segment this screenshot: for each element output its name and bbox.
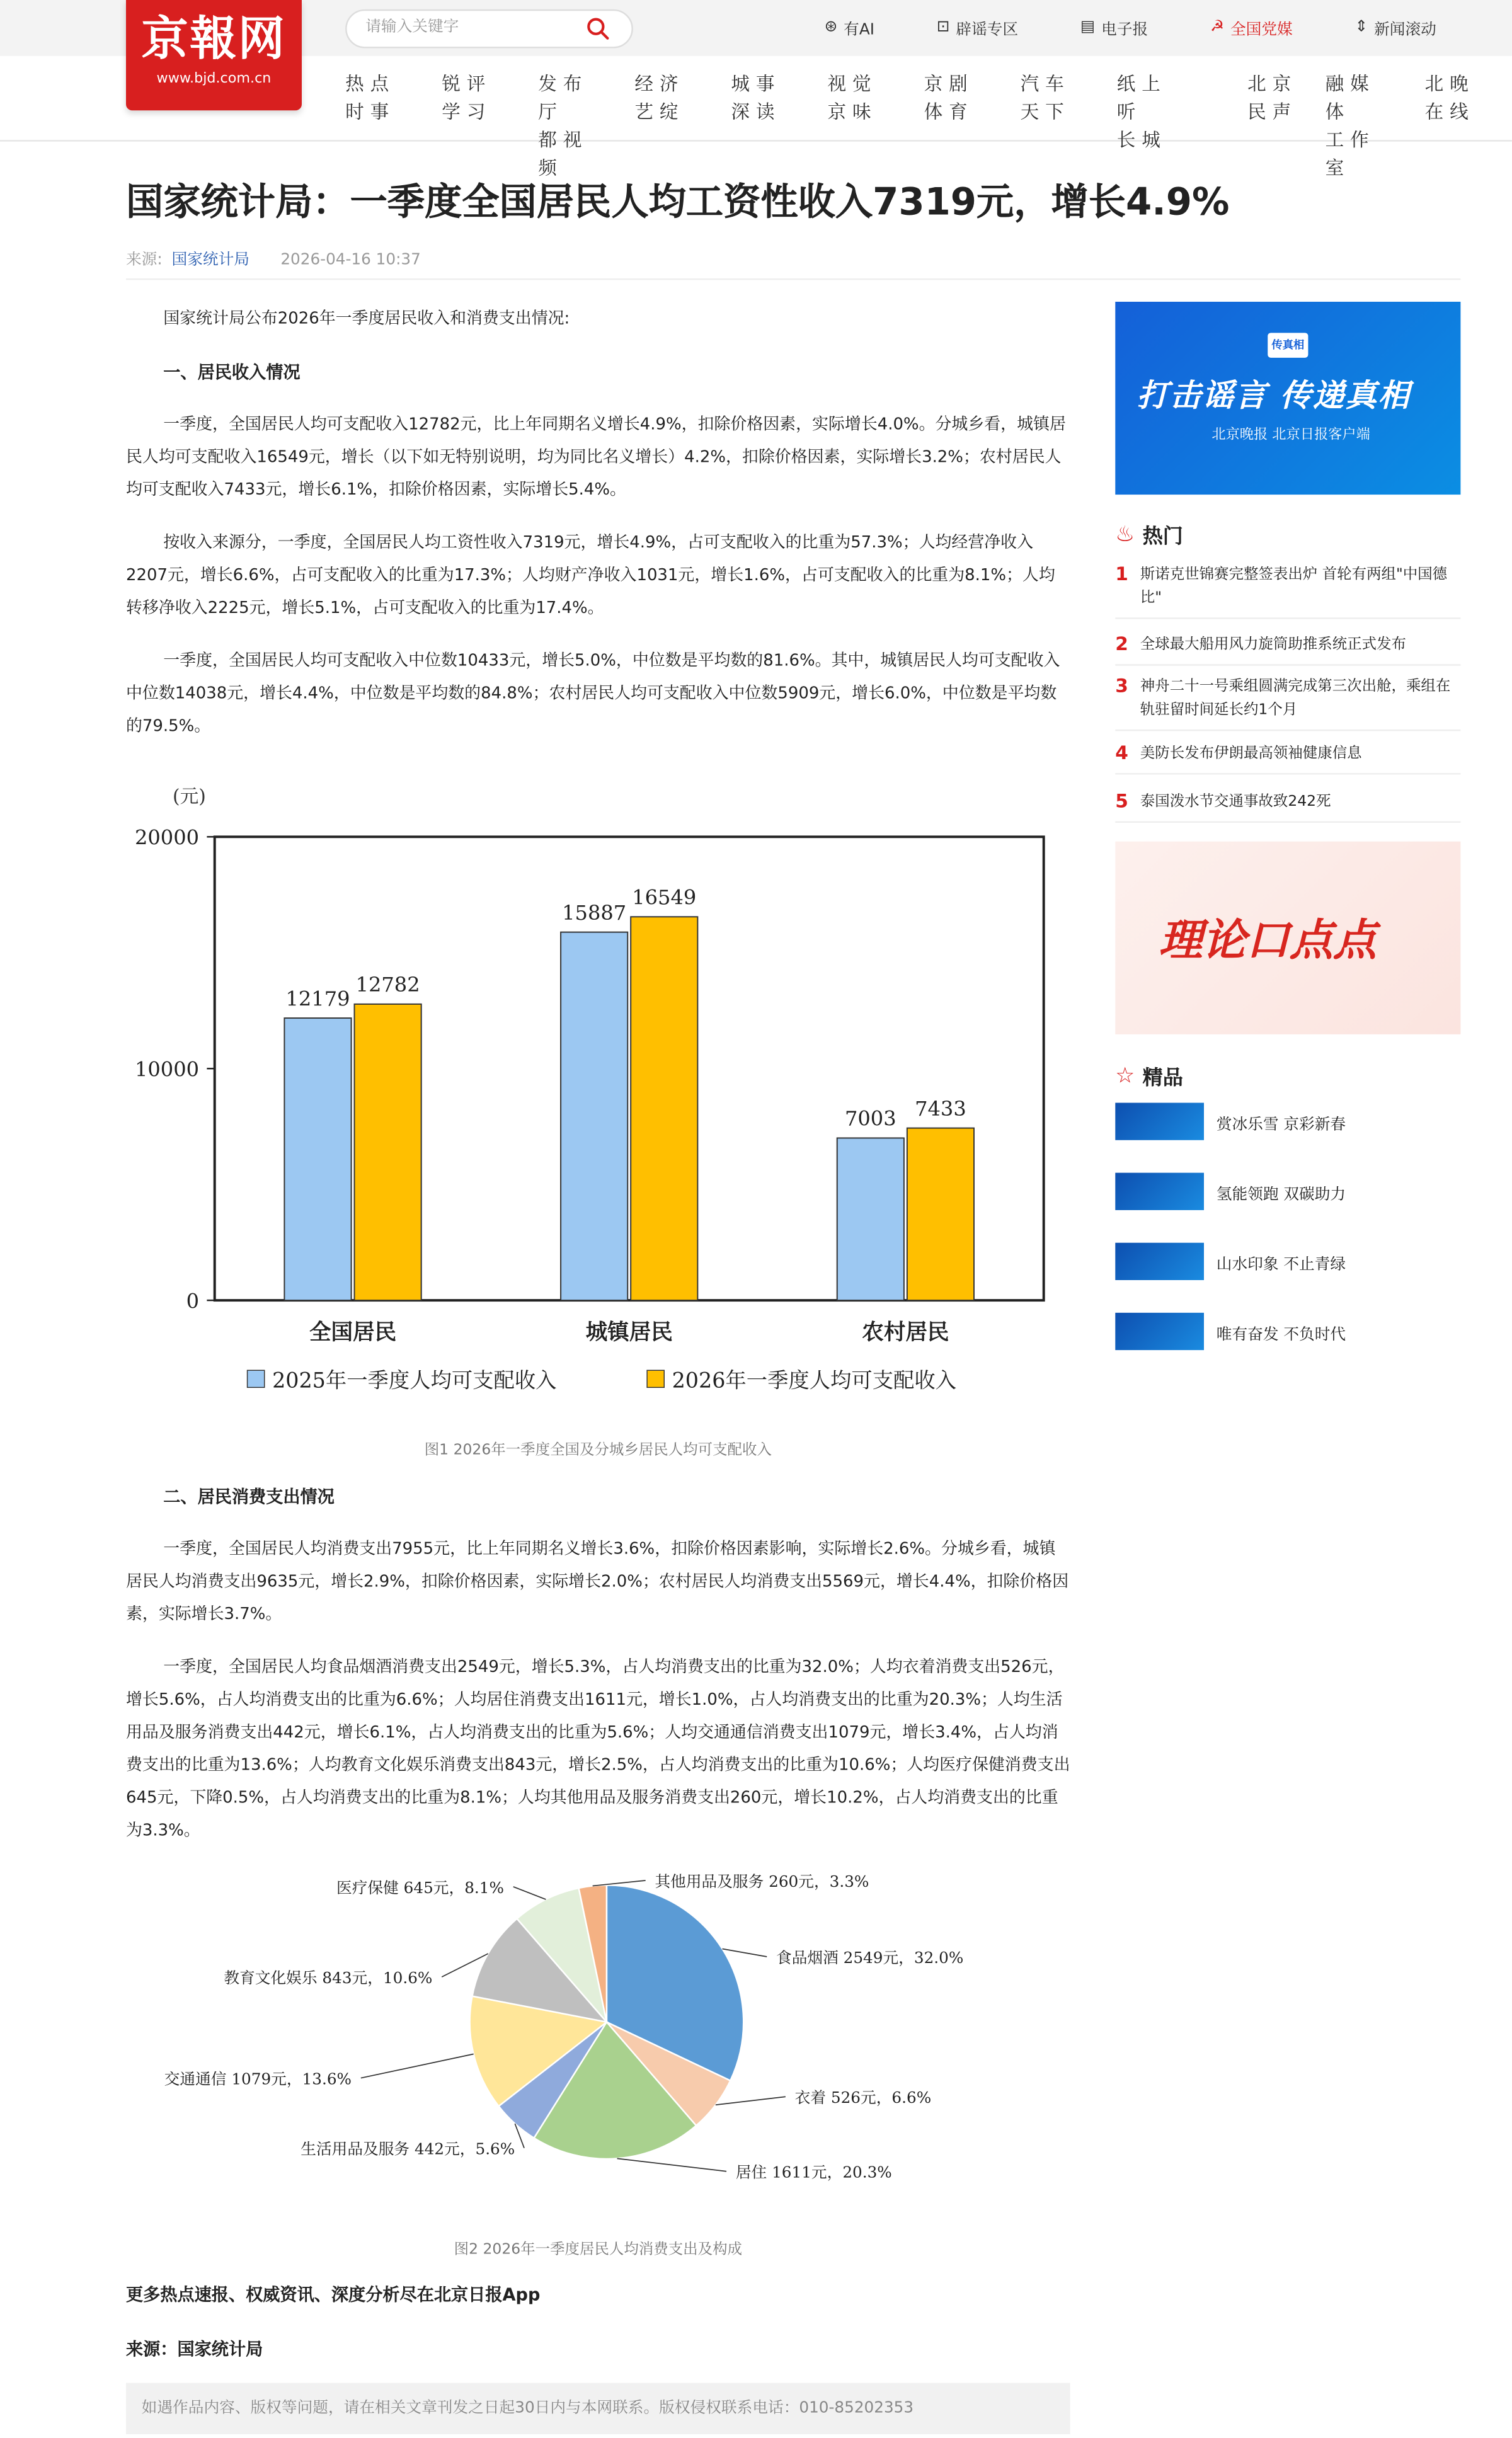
- banner-subtitle: 北京晚报 北京日报客户端: [1211, 427, 1370, 444]
- nav-item[interactable]: [924, 70, 987, 126]
- article-body: [126, 303, 1070, 764]
- intro-paragraph: 国家统计局公布2026年一季度居民收入和消费支出情况:: [163, 309, 570, 328]
- article-meta: [126, 246, 421, 269]
- site-logo[interactable]: [126, 0, 302, 110]
- slice-sep: [826, 2088, 831, 2107]
- nav-item-label: 体育: [924, 101, 974, 123]
- slice-value: 1611: [772, 2163, 811, 2182]
- hot-heading: [1115, 520, 1183, 549]
- paragraph: 按收入来源分，一季度，全国居民人均工资性收入7319元，增长4.9%，占可支配收入的比重为57.3%；人均经营净收入2207元，增长6.6%，占可支配收入的比重为17.3%；人均财产净收入1031元，增长1.6%，占可支配收入的比重为8.1%；人均转移净收入2225元，增长5.1%，占可支配收入的比重为17.4%。: [125, 533, 1055, 618]
- hot-item[interactable]: [1115, 737, 1460, 774]
- nav-item-label: 天下: [1020, 101, 1070, 123]
- nav-item-label: 北晚: [1424, 73, 1475, 95]
- figure-caption: 图2 2026年一季度居民人均消费支出及构成: [454, 2241, 743, 2258]
- nav-item[interactable]: [1247, 70, 1310, 126]
- nav-item[interactable]: [828, 70, 890, 126]
- nav-item-label: 民声: [1247, 101, 1298, 123]
- copyright-notice: 如遇作品内容、版权等问题，请在相关文章刊发之日起30日内与本网联系。版权侵权联系电话：010-85202353: [126, 2383, 1070, 2434]
- nav-item[interactable]: [634, 70, 697, 126]
- fire-icon: ♨: [1115, 522, 1135, 547]
- article-title: 国家统计局：一季度全国居民人均工资性收入7319元，增长4.9%: [125, 180, 1230, 224]
- divider: [126, 278, 1460, 280]
- hot-item-title: 斯诺克世锦赛完整签表出炉 首轮有两组"中国德比": [1140, 566, 1448, 607]
- slice-sep: [399, 1879, 404, 1897]
- bar: [561, 932, 627, 1300]
- slice-sep: ，: [876, 2088, 892, 2107]
- pick-thumbnail: [1115, 1313, 1204, 1350]
- search-icon[interactable]: [587, 17, 610, 40]
- app-promo: 更多热点速报、权威资讯、深度分析尽在北京日报App: [125, 2284, 541, 2306]
- pick-thumbnail: [1115, 1173, 1204, 1210]
- logo-url: www.bjd.com.cn: [156, 71, 272, 88]
- slice-sep: ，: [813, 1872, 830, 1891]
- slice-category: 交通通信: [164, 2069, 227, 2088]
- y-tick-label: 20000: [134, 825, 200, 850]
- leader-line: [716, 2097, 786, 2105]
- top-link-label: 新闻滚动: [1374, 21, 1436, 39]
- nav-item[interactable]: [1425, 70, 1487, 126]
- slice-pct: 32.0%: [914, 1948, 964, 1967]
- slice-unit: 元: [811, 2163, 827, 2182]
- slice-category: 居住: [735, 2163, 767, 2182]
- slice-pct: 3.3%: [829, 1872, 869, 1891]
- slice-unit: 元: [271, 2069, 287, 2088]
- leader-line: [361, 2054, 474, 2078]
- banner-title: 打击谣言 传递真相: [1137, 376, 1411, 414]
- leader-line: [513, 1887, 546, 1899]
- nav-item[interactable]: [442, 70, 504, 126]
- slice-value: 1079: [231, 2069, 272, 2088]
- slice-pct: 5.6%: [475, 2139, 515, 2158]
- nav-item[interactable]: [345, 70, 408, 126]
- nav-item-label: 京剧: [924, 73, 974, 95]
- slice-label: [795, 2088, 932, 2107]
- top-link-newspaper[interactable]: [1080, 16, 1148, 39]
- bar-value-label: 7003: [844, 1106, 896, 1131]
- nav-item[interactable]: [1326, 70, 1388, 182]
- nav-item[interactable]: [1021, 70, 1083, 126]
- slice-unit: 元: [883, 1948, 899, 1967]
- pick-title: 山水印象 不止青绿: [1216, 1256, 1346, 1273]
- pick-thumbnail: [1115, 1103, 1204, 1140]
- legend-swatch: [248, 1370, 265, 1387]
- hot-item[interactable]: [1115, 628, 1460, 665]
- top-link-party-media[interactable]: [1210, 16, 1293, 39]
- top-link-scroll[interactable]: [1354, 16, 1436, 39]
- leader-line: [723, 1949, 767, 1957]
- hot-rank: 5: [1115, 790, 1128, 812]
- rumor-icon: ⊡: [936, 18, 950, 36]
- top-link-label: 辟谣专区: [956, 21, 1019, 39]
- slice-sep: [839, 1949, 844, 1967]
- slice-label: [736, 2163, 892, 2182]
- section-heading: 二、居民消费支出情况: [163, 1487, 335, 1508]
- slice-sep: [410, 2140, 415, 2158]
- nav-item[interactable]: [538, 70, 600, 182]
- slice-sep: ，: [898, 1948, 914, 1967]
- slice-value: 442: [414, 2139, 445, 2158]
- nav-item-label: 长城: [1116, 129, 1167, 151]
- picks-heading: [1115, 1061, 1183, 1090]
- pick-item[interactable]: [1115, 1170, 1460, 1213]
- slice-pct: 8.1%: [464, 1878, 504, 1897]
- x-tick-label: 农村居民: [862, 1319, 949, 1345]
- party-icon: ☭: [1210, 18, 1225, 36]
- nav-item-label: 融媒体: [1325, 73, 1375, 123]
- y-tick-label: 0: [186, 1289, 200, 1313]
- hot-item[interactable]: [1115, 786, 1460, 823]
- slice-label: [164, 2069, 352, 2088]
- publish-date: 2026-04-16 10:37: [280, 251, 421, 270]
- slice-pct: 10.6%: [382, 1968, 433, 1987]
- slice-sep: [767, 2163, 772, 2182]
- hot-rank: 3: [1115, 675, 1128, 697]
- top-link-label: 全国党媒: [1230, 21, 1293, 39]
- nav-item-label: 都视频: [538, 129, 588, 179]
- bar-value-label: 16549: [632, 885, 697, 910]
- hot-item-title: 泰国泼水节交通事故致242死: [1140, 793, 1331, 811]
- section-heading: 一、居民收入情况: [163, 362, 301, 383]
- slice-label: [776, 1949, 963, 1967]
- theory-banner[interactable]: [1115, 842, 1460, 1034]
- slice-label: [655, 1872, 869, 1891]
- slice-pct: 20.3%: [842, 2163, 892, 2182]
- bar: [907, 1128, 974, 1300]
- slice-category: 教育文化娱乐: [224, 1968, 318, 1987]
- paragraph: 一季度，全国居民人均消费支出7955元，比上年同期名义增长3.6%，扣除价格因素影响，实际增长2.6%。分城乡看，城镇居民人均消费支出9635元，增长2.9%，扣除价格因素，实际增长2.0%；农村居民人均消费支出5569元，增长4.4%，扣除价格因素，实际增长3.7%。: [125, 1540, 1069, 1624]
- legend-label: 2026年一季度人均可支配收入: [672, 1368, 957, 1393]
- consumption-pie-chart: [126, 1858, 1070, 2216]
- top-link-rumor[interactable]: [937, 16, 1018, 39]
- footer-source: 来源：国家统计局: [125, 2339, 263, 2360]
- top-link-label: 有AI: [844, 21, 875, 39]
- search-box: [345, 9, 633, 49]
- top-link-label: 电子报: [1101, 21, 1148, 39]
- article-body-2: [126, 1480, 1070, 1868]
- pick-title: 赏冰乐雪 京彩新春: [1216, 1116, 1346, 1133]
- nav-item-label: 在线: [1424, 101, 1475, 123]
- bar: [284, 1018, 351, 1300]
- slice-value: 260: [769, 1872, 799, 1891]
- hot-heading-label: 热门: [1142, 525, 1183, 549]
- slice-sep: ，: [827, 2163, 843, 2182]
- nav-item[interactable]: [1117, 70, 1179, 154]
- paragraph: 一季度，全国居民人均食品烟酒消费支出2549元，增长5.3%，占人均消费支出的比重为32.0%；人均衣着消费支出526元，增长5.6%，占人均消费支出的比重为6.6%；人均居住消费支出1611元，增长1.0%，占人均消费支出的比重为20.3%；人均生活用品及服务消费支出442元，增长6.1%，占人均消费支出的比重为5.6%；人均交通通信消费支出1079元，增长3.4%，占人均消费支出的比重为13.6%；人均教育文化娱乐消费支出843元，增长2.5%，占人均消费支出的比重为10.6%；人均医疗保健消费支出645元，下降0.5%，占人均消费支出的比重为8.1%；人均其他用品及服务消费支出260元，增长10.2%，占人均消费支出的比重为3.3%。: [125, 1657, 1070, 1840]
- leader-line: [617, 2158, 726, 2171]
- nav-item-label: 发布厅: [538, 73, 588, 123]
- x-tick-label: 城镇居民: [585, 1319, 673, 1345]
- paragraph: 一季度，全国居民人均可支配收入12782元，比上年同期名义增长4.9%，扣除价格因素，实际增长4.0%。分城乡看，城镇居民人均可支配收入16549元，增长（以下如无特别说明，均为同比名义增长）4.2%，扣除价格因素，实际增长3.2%；农村居民人均可支配收入7433元，增长6.1%，扣除价格因素，实际增长5.4%。: [125, 415, 1066, 500]
- nav-item-label: 京味: [827, 101, 878, 123]
- slice-sep: ，: [459, 2139, 476, 2158]
- pick-thumbnail: [1115, 1243, 1204, 1280]
- bar-value-label: 12179: [285, 987, 350, 1011]
- slice-sep: ，: [286, 2069, 302, 2088]
- pick-title: 唯有奋发 不负时代: [1216, 1325, 1346, 1343]
- banner-title: 理论口点点: [1159, 914, 1377, 966]
- slice-value: 843: [322, 1968, 352, 1987]
- bar-value-label: 15887: [562, 900, 627, 925]
- hot-item-title: 神舟二十一号乘组圆满完成第三次出舱，乘组在轨驻留时间延长约1个月: [1140, 678, 1451, 719]
- slice-value: 2549: [843, 1948, 883, 1967]
- nav-item-label: 北京: [1247, 73, 1298, 95]
- source-link[interactable]: 国家统计局: [171, 251, 249, 270]
- slice-sep: [318, 1969, 323, 1987]
- newspaper-icon: ▤: [1080, 18, 1096, 36]
- legend-swatch: [647, 1370, 664, 1387]
- nav-item-label: 艺绽: [634, 101, 685, 123]
- bar-value-label: 12782: [355, 973, 420, 997]
- nav-item-label: 热点: [345, 73, 396, 95]
- slice-unit: 元: [352, 1968, 368, 1987]
- nav-item-label: 纸上听: [1116, 73, 1167, 123]
- slice-value: 526: [830, 2088, 861, 2107]
- bar: [355, 1004, 421, 1300]
- slice-unit: 元: [444, 2139, 460, 2158]
- legend-label: 2025年一季度人均可支配收入: [272, 1368, 557, 1393]
- y-tick-label: 10000: [134, 1057, 200, 1082]
- nav-item-label: 学习: [442, 101, 492, 123]
- slice-pct: 13.6%: [302, 2069, 352, 2088]
- slice-unit: 元: [433, 1878, 449, 1897]
- banner-tag: 传真相: [1268, 333, 1308, 358]
- nav-item-label: 时事: [345, 101, 396, 123]
- nav-item-label: 工作室: [1325, 129, 1375, 179]
- nav-item-label: 深读: [731, 101, 781, 123]
- slice-sep: [226, 2069, 231, 2088]
- bar-value-label: 7433: [915, 1096, 966, 1121]
- picks-heading-label: 精品: [1142, 1067, 1183, 1090]
- slice-unit: 元: [798, 1872, 814, 1891]
- hot-rank: 1: [1115, 563, 1128, 585]
- anti-rumor-banner[interactable]: [1115, 302, 1460, 495]
- bar: [837, 1138, 904, 1300]
- hot-item-title: 美防长发布伊朗最高领袖健康信息: [1140, 745, 1362, 762]
- slice-category: 医疗保健: [336, 1878, 399, 1897]
- slice-pct: 6.6%: [891, 2088, 932, 2107]
- slice-category: 衣着: [794, 2088, 827, 2107]
- slice-category: 生活用品及服务: [301, 2139, 410, 2158]
- slice-label: [301, 2140, 515, 2158]
- slice-category: 食品烟酒: [776, 1948, 839, 1967]
- slice-label: [224, 1969, 432, 1987]
- x-tick-label: 全国居民: [309, 1319, 397, 1345]
- slice-category: 其他用品及服务: [655, 1872, 764, 1891]
- hot-item[interactable]: [1115, 670, 1460, 731]
- slice-value: 645: [403, 1878, 433, 1897]
- nav-item-label: 汽车: [1020, 73, 1070, 95]
- bar: [631, 917, 697, 1300]
- nav-item-label: 锐评: [442, 73, 492, 95]
- slice-label: [336, 1879, 504, 1897]
- pick-title: 氢能领跑 双碳助力: [1216, 1186, 1346, 1203]
- star-icon: ☆: [1115, 1063, 1135, 1089]
- nav-item-label: 城事: [731, 73, 781, 95]
- figure-caption: 图1 2026年一季度全国及分城乡居民人均可支配收入: [424, 1441, 772, 1459]
- slice-sep: ，: [449, 1878, 465, 1897]
- ai-icon: ⊛: [824, 18, 838, 36]
- pick-item[interactable]: [1115, 1100, 1460, 1143]
- paragraph: 一季度，全国居民人均可支配收入中位数10433元，增长5.0%，中位数是平均数的81.6%。其中，城镇居民人均可支配收入中位数14038元，增长4.4%，中位数是平均数的84.8%；农村居民人均可支配收入中位数5909元，增长6.0%，中位数是平均数的79.5%。: [125, 651, 1060, 736]
- unit-label: (元): [173, 786, 206, 808]
- search-input[interactable]: [365, 19, 583, 36]
- slice-sep: ，: [367, 1968, 383, 1987]
- logo-text: 京報网: [141, 12, 287, 67]
- scroll-icon: ⇕: [1354, 18, 1368, 36]
- slice-unit: 元: [861, 2088, 876, 2107]
- pick-item[interactable]: [1115, 1310, 1460, 1353]
- pick-item[interactable]: [1115, 1240, 1460, 1283]
- source-label: 来源:: [125, 251, 163, 270]
- top-links: [825, 16, 1499, 39]
- income-bar-chart: [126, 778, 1070, 1408]
- hot-item[interactable]: [1115, 558, 1460, 619]
- nav-item-label: 经济: [634, 73, 685, 95]
- slice-sep: [764, 1872, 769, 1891]
- top-link-ai[interactable]: [825, 16, 874, 39]
- hot-rank: 2: [1115, 632, 1128, 655]
- hot-item-title: 全球最大船用风力旋筒助推系统正式发布: [1140, 636, 1407, 653]
- nav-item[interactable]: [731, 70, 793, 126]
- hot-rank: 4: [1115, 741, 1128, 764]
- nav-item-label: 视觉: [827, 73, 878, 95]
